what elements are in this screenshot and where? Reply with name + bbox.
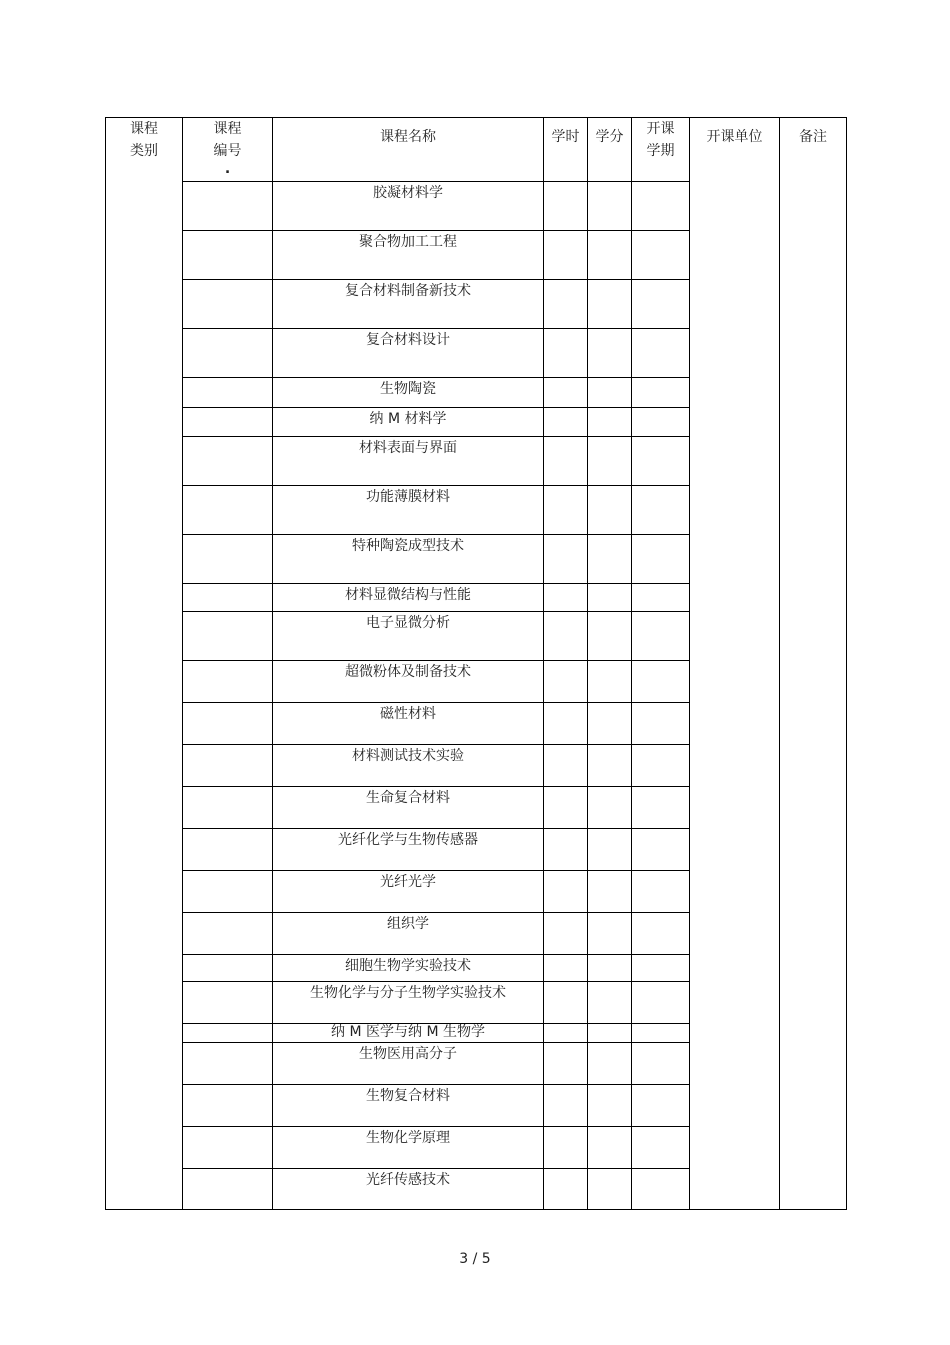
semester-cell <box>632 437 690 486</box>
credits-cell <box>588 584 632 612</box>
header-remarks: 备注 <box>780 118 847 1210</box>
course-code-cell <box>183 1024 273 1043</box>
course-name-cell: 生物医用高分子 <box>273 1043 544 1085</box>
credits-cell <box>588 378 632 408</box>
hours-cell <box>544 378 588 408</box>
hours-cell <box>544 913 588 955</box>
semester-cell <box>632 871 690 913</box>
semester-cell <box>632 378 690 408</box>
hours-cell <box>544 535 588 584</box>
credits-cell <box>588 437 632 486</box>
course-name-cell: 生物化学与分子生物学实验技术 <box>273 982 544 1024</box>
course-code-cell <box>183 535 273 584</box>
course-code-cell <box>183 584 273 612</box>
header-category: 课程 类别 <box>106 118 183 1210</box>
credits-cell <box>588 1169 632 1210</box>
course-code-cell <box>183 913 273 955</box>
course-code-cell <box>183 378 273 408</box>
header-semester: 开课 学期 <box>632 118 690 182</box>
credits-cell <box>588 182 632 231</box>
header-hours: 学时 <box>544 118 588 182</box>
course-code-cell <box>183 1043 273 1085</box>
semester-cell <box>632 982 690 1024</box>
credits-cell <box>588 486 632 535</box>
semester-cell <box>632 1169 690 1210</box>
course-name-cell: 光纤传感技术 <box>273 1169 544 1210</box>
hours-cell <box>544 612 588 661</box>
course-code-cell <box>183 612 273 661</box>
credits-cell <box>588 703 632 745</box>
hours-cell <box>544 182 588 231</box>
credits-cell <box>588 871 632 913</box>
semester-cell <box>632 745 690 787</box>
header-code: 课程 编号 . <box>183 118 273 182</box>
course-table <box>105 117 847 1210</box>
course-code-cell <box>183 408 273 437</box>
header-unit: 开课单位 <box>690 118 780 1210</box>
hours-cell <box>544 408 588 437</box>
credits-cell <box>588 1085 632 1127</box>
course-name-cell: 生命复合材料 <box>273 787 544 829</box>
course-code-cell <box>183 280 273 329</box>
course-code-cell <box>183 661 273 703</box>
semester-cell <box>632 535 690 584</box>
hours-cell <box>544 231 588 280</box>
course-code-cell <box>183 871 273 913</box>
course-code-cell <box>183 437 273 486</box>
course-name-cell: 组织学 <box>273 913 544 955</box>
semester-cell <box>632 703 690 745</box>
course-name-cell: 材料表面与界面 <box>273 437 544 486</box>
hours-cell <box>544 329 588 378</box>
course-code-cell <box>183 703 273 745</box>
credits-cell <box>588 329 632 378</box>
credits-cell <box>588 1024 632 1043</box>
course-code-cell <box>183 982 273 1024</box>
header-row <box>106 118 847 182</box>
course-code-cell <box>183 787 273 829</box>
page-number: 3 / 5 <box>459 1251 491 1267</box>
course-code-cell <box>183 329 273 378</box>
credits-cell <box>588 1127 632 1169</box>
course-code-cell <box>183 182 273 231</box>
course-code-cell <box>183 1127 273 1169</box>
hours-cell <box>544 787 588 829</box>
hours-cell <box>544 871 588 913</box>
credits-cell <box>588 913 632 955</box>
credits-cell <box>588 535 632 584</box>
course-name-cell: 电子显微分析 <box>273 612 544 661</box>
course-code-cell <box>183 955 273 982</box>
hours-cell <box>544 1085 588 1127</box>
hours-cell <box>544 703 588 745</box>
course-name-cell: 材料显微结构与性能 <box>273 584 544 612</box>
course-code-cell <box>183 1085 273 1127</box>
header-name: 课程名称 <box>273 118 544 182</box>
credits-cell <box>588 829 632 871</box>
credits-cell <box>588 745 632 787</box>
hours-cell <box>544 584 588 612</box>
course-code-cell <box>183 1169 273 1210</box>
course-name-cell: 生物陶瓷 <box>273 378 544 408</box>
credits-cell <box>588 955 632 982</box>
hours-cell <box>544 486 588 535</box>
hours-cell <box>544 1169 588 1210</box>
semester-cell <box>632 486 690 535</box>
semester-cell <box>632 829 690 871</box>
hours-cell <box>544 1043 588 1085</box>
course-code-cell <box>183 829 273 871</box>
semester-cell <box>632 612 690 661</box>
course-name-cell: 纳 M 医学与纳 M 生物学 <box>273 1024 544 1043</box>
semester-cell <box>632 1043 690 1085</box>
semester-cell <box>632 1024 690 1043</box>
credits-cell <box>588 280 632 329</box>
semester-cell <box>632 955 690 982</box>
credits-cell <box>588 787 632 829</box>
semester-cell <box>632 182 690 231</box>
course-name-cell: 复合材料设计 <box>273 329 544 378</box>
course-name-cell: 纳 M 材料学 <box>273 408 544 437</box>
hours-cell <box>544 1127 588 1169</box>
semester-cell <box>632 329 690 378</box>
course-code-cell <box>183 745 273 787</box>
course-name-cell: 细胞生物学实验技术 <box>273 955 544 982</box>
semester-cell <box>632 584 690 612</box>
course-name-cell: 复合材料制备新技术 <box>273 280 544 329</box>
credits-cell <box>588 408 632 437</box>
semester-cell <box>632 280 690 329</box>
course-name-cell: 生物复合材料 <box>273 1085 544 1127</box>
course-code-cell <box>183 231 273 280</box>
course-name-cell: 磁性材料 <box>273 703 544 745</box>
hours-cell <box>544 280 588 329</box>
hours-cell <box>544 1024 588 1043</box>
course-name-cell: 光纤化学与生物传感器 <box>273 829 544 871</box>
course-name-cell: 超微粉体及制备技术 <box>273 661 544 703</box>
semester-cell <box>632 913 690 955</box>
semester-cell <box>632 231 690 280</box>
credits-cell <box>588 612 632 661</box>
hours-cell <box>544 955 588 982</box>
course-name-cell: 生物化学原理 <box>273 1127 544 1169</box>
semester-cell <box>632 408 690 437</box>
hours-cell <box>544 982 588 1024</box>
course-name-cell: 聚合物加工工程 <box>273 231 544 280</box>
semester-cell <box>632 1085 690 1127</box>
header-credits: 学分 <box>588 118 632 182</box>
hours-cell <box>544 829 588 871</box>
course-name-cell: 功能薄膜材料 <box>273 486 544 535</box>
hours-cell <box>544 437 588 486</box>
course-name-cell: 特种陶瓷成型技术 <box>273 535 544 584</box>
credits-cell <box>588 982 632 1024</box>
hours-cell <box>544 661 588 703</box>
course-name-cell: 光纤光学 <box>273 871 544 913</box>
semester-cell <box>632 1127 690 1169</box>
semester-cell <box>632 661 690 703</box>
course-code-cell <box>183 486 273 535</box>
hours-cell <box>544 745 588 787</box>
credits-cell <box>588 661 632 703</box>
semester-cell <box>632 787 690 829</box>
credits-cell <box>588 231 632 280</box>
course-name-cell: 胶凝材料学 <box>273 182 544 231</box>
credits-cell <box>588 1043 632 1085</box>
course-name-cell: 材料测试技术实验 <box>273 745 544 787</box>
